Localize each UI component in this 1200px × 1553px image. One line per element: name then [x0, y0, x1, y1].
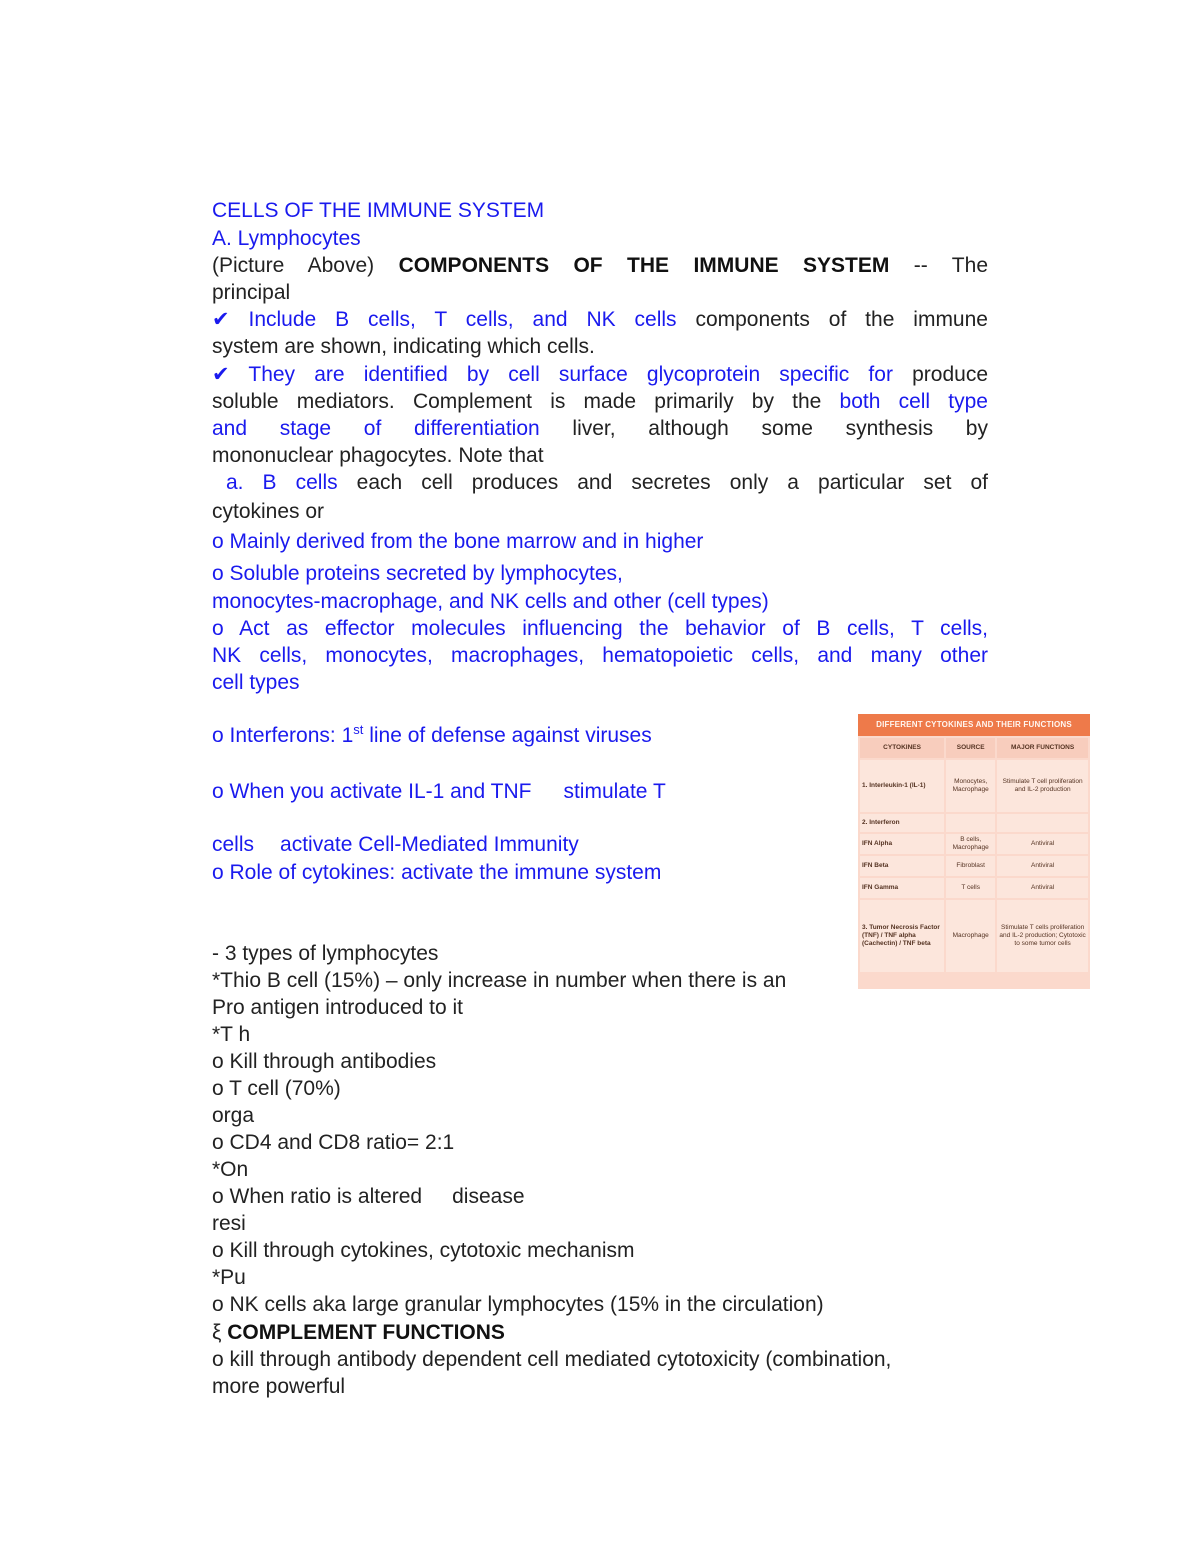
checkmark-bullet: ✔ They are identified by cell surface glycoprotein specific for	[212, 363, 893, 386]
table-cell: 1. Interleukin-1 (IL-1)	[860, 760, 944, 812]
text-line: NK cells, monocytes, macrophages, hematopoietic cells, and many other	[212, 644, 988, 667]
table-cell: IFN Beta	[860, 856, 944, 876]
text-fragment: soluble mediators. Complement is made primarily by the	[212, 390, 822, 413]
text-line	[212, 389, 988, 415]
header-cell: CYTOKINES	[860, 738, 944, 758]
text-fragment: components of the immune	[695, 308, 988, 331]
table-cell: 2. Interferon	[860, 814, 944, 832]
text-fragment: cells	[212, 833, 255, 856]
table-header-row	[860, 738, 1088, 758]
bullet-line: o Mainly derived from the bone marrow and in higher	[212, 530, 704, 553]
text-line: Pro antigen introduced to it	[212, 996, 463, 1019]
text-fragment: line of defense against viruses	[363, 724, 652, 747]
table-cell: Antiviral	[997, 834, 1088, 854]
text-line	[212, 416, 988, 442]
bullet-line: o CD4 and CD8 ratio= 2:1	[212, 1131, 455, 1154]
text-fragment: activate Cell-Mediated Immunity	[280, 833, 579, 856]
components-heading: COMPONENTS OF THE IMMUNE SYSTEM	[398, 254, 890, 277]
checkmark-bullet: ✔ Include B cells, T cells, and NK cells	[212, 308, 677, 331]
text-line: *Thio B cell (15%) – only increase in number when there is an	[212, 969, 787, 992]
bullet-line: o T cell (70%)	[212, 1077, 341, 1100]
header-cell: MAJOR FUNCTIONS	[997, 738, 1088, 758]
table-cell: Macrophage	[946, 900, 995, 972]
bullet-line	[212, 779, 666, 805]
bullet-line	[212, 616, 988, 642]
text-line: cytokines or	[212, 500, 325, 523]
text-line	[212, 307, 988, 333]
table-cell: B cells, Macrophage	[946, 834, 995, 854]
text-fragment: o When you activate IL-1 and TNF	[212, 780, 532, 803]
bullet-line: o Role of cytokines: activate the immune system	[212, 861, 662, 884]
text-fragment: produce	[912, 363, 988, 386]
table-cell: IFN Gamma	[860, 878, 944, 898]
text-fragment: o Interferons: 1	[212, 724, 354, 747]
figure-title: DIFFERENT CYTOKINES AND THEIR FUNCTIONS	[858, 714, 1090, 736]
text-fragment: disease	[452, 1185, 525, 1208]
table-row	[860, 814, 1088, 832]
table-cell: Antiviral	[997, 878, 1088, 898]
heading-line	[212, 1320, 505, 1346]
table-row	[860, 760, 1088, 812]
table-row	[860, 900, 1088, 972]
text-line: *T h	[212, 1023, 251, 1046]
table-cell	[997, 814, 1088, 832]
text-line	[212, 253, 988, 279]
text-fragment: and stage of differentiation	[212, 417, 540, 440]
table-row	[860, 856, 1088, 876]
text-fragment: a. B cells	[226, 471, 338, 494]
bullet-line: o Kill through antibodies	[212, 1050, 437, 1073]
text-line	[226, 470, 988, 496]
table-cell: T cells	[946, 878, 995, 898]
text-line	[212, 362, 988, 388]
table-cell: Stimulate T cell proliferation and IL-2 production	[997, 760, 1088, 812]
bullet-line: o Kill through cytokines, cytotoxic mechanism	[212, 1239, 635, 1262]
text-line: resi	[212, 1212, 246, 1235]
text-line: mononuclear phagocytes. Note that	[212, 444, 544, 467]
bullet-line: o NK cells aka large granular lymphocytes (15% in the circulation)	[212, 1293, 824, 1316]
complement-heading: COMPLEMENT FUNCTIONS	[227, 1321, 505, 1344]
table-row	[860, 834, 1088, 854]
text-line: monocytes-macrophage, and NK cells and other (cell types)	[212, 590, 769, 613]
table-cell: IFN Alpha	[860, 834, 944, 854]
text-line: *Pu	[212, 1266, 246, 1289]
table-cell	[946, 814, 995, 832]
text-line: more powerful	[212, 1375, 346, 1398]
superscript: st	[353, 722, 364, 737]
table-cell: Monocytes, Macrophage	[946, 760, 995, 812]
bullet-line: o Soluble proteins secreted by lymphocytes,	[212, 562, 623, 585]
text-line: - 3 types of lymphocytes	[212, 942, 439, 965]
text-fragment: liver, although some synthesis by	[572, 417, 988, 440]
table-cell: Stimulate T cells proliferation and IL-2 production; Cytotoxic to some tumor cells	[997, 900, 1088, 972]
header-cell: SOURCE	[946, 738, 995, 758]
bullet-line	[212, 1184, 525, 1210]
text-fragment: o When ratio is altered	[212, 1185, 423, 1208]
text-fragment: stimulate T	[563, 780, 666, 803]
table-cell: Antiviral	[997, 856, 1088, 876]
table-cell: Fibroblast	[946, 856, 995, 876]
text-line: *On	[212, 1158, 249, 1181]
text-fragment: (Picture Above)	[212, 254, 375, 277]
section-title: CELLS OF THE IMMUNE SYSTEM	[212, 199, 545, 222]
text-line: principal	[212, 281, 291, 304]
text-fragment: o Act as effector molecules	[212, 617, 506, 640]
xi-bullet-icon: ξ	[212, 1321, 222, 1344]
text-fragment: influencing the behavior of B cells, T cells,	[522, 617, 988, 640]
text-fragment: both cell type	[839, 390, 988, 413]
text-line: cell types	[212, 671, 300, 694]
text-fragment: -- The	[913, 254, 988, 277]
table-cell: 3. Tumor Necrosis Factor (TNF) / TNF alpha (Cachectin) / TNF beta	[860, 900, 944, 972]
text-line	[212, 832, 579, 858]
subsection-heading: A. Lymphocytes	[212, 227, 361, 250]
figure-table	[858, 736, 1090, 974]
bullet-line	[212, 723, 652, 749]
text-line: orga	[212, 1104, 255, 1127]
table-row	[860, 878, 1088, 898]
cytokines-table-image	[858, 714, 1090, 989]
bullet-line: o kill through antibody dependent cell mediated cytotoxicity (combination,	[212, 1348, 892, 1371]
text-fragment: each cell produces and secretes only a particular set of	[356, 471, 988, 494]
text-line: system are shown, indicating which cells.	[212, 335, 595, 358]
